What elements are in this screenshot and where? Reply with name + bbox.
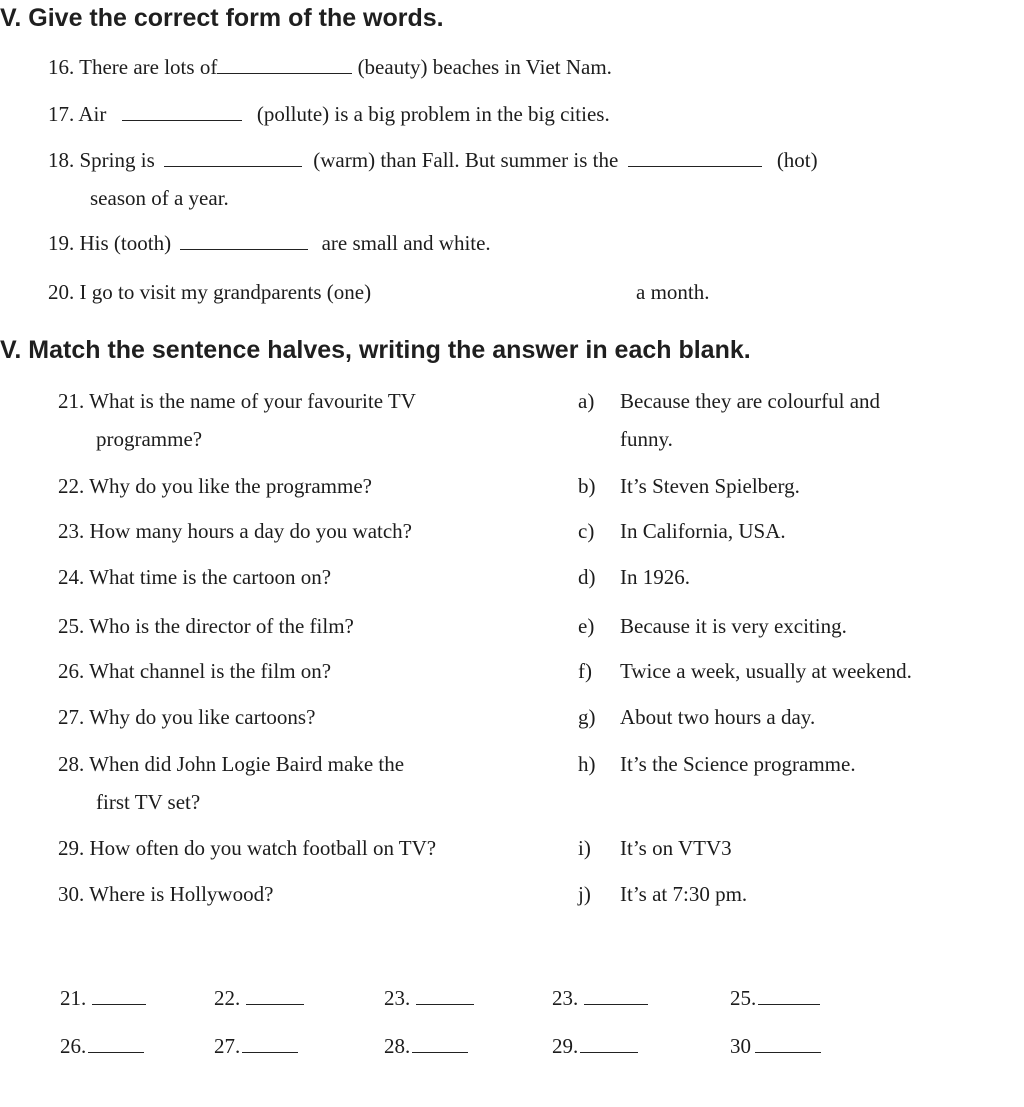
item-19-number: 19. xyxy=(48,231,75,255)
item-19-blank[interactable] xyxy=(180,231,308,250)
item-16 xyxy=(48,55,612,80)
answer-slot-29: 29. xyxy=(552,1034,638,1059)
answer-blank[interactable] xyxy=(88,1034,144,1053)
item-16-hint: (beauty) beaches in Viet Nam. xyxy=(357,55,612,79)
answer-d: d) In 1926. xyxy=(578,565,690,589)
item-17-blank[interactable] xyxy=(122,102,242,121)
answer-slot-27: 27. xyxy=(214,1034,298,1059)
section-4-heading: V. Give the correct form of the words. xyxy=(0,4,444,32)
answer-b: b) It’s Steven Spielberg. xyxy=(578,474,800,498)
question-26: 26. What channel is the film on? xyxy=(58,659,332,683)
item-17 xyxy=(48,102,610,127)
answer-i: i) It’s on VTV3 xyxy=(578,836,732,860)
item-18-hint: (hot) xyxy=(776,148,818,172)
answer-blank[interactable] xyxy=(246,986,304,1005)
item-19-text: His (tooth) xyxy=(79,231,172,255)
item-18-middle: (warm) than Fall. But summer is the xyxy=(313,148,619,172)
answer-j: j) It’s at 7:30 pm. xyxy=(578,882,748,906)
answer-slot-28: 28. xyxy=(384,1034,468,1059)
question-25: 25. Who is the director of the film? xyxy=(58,614,354,638)
answer-c: c) In California, USA. xyxy=(578,519,786,543)
answer-blank[interactable] xyxy=(416,986,474,1005)
answer-blank[interactable] xyxy=(412,1034,468,1053)
item-18-blank-1[interactable] xyxy=(164,148,302,167)
answer-a: a) Because they are colourful and xyxy=(578,389,881,413)
question-29: 29. How often do you watch football on TV? xyxy=(58,836,437,860)
question-24: 24. What time is the cartoon on? xyxy=(58,565,332,589)
item-18-blank-2[interactable] xyxy=(628,148,762,167)
item-17-hint: (pollute) is a big problem in the big cities. xyxy=(256,102,610,126)
question-28-continued: first TV set? xyxy=(96,790,201,814)
answer-slot-30: 30 xyxy=(730,1034,821,1059)
section-5-heading: V. Match the sentence halves, writing the answer in each blank. xyxy=(0,336,751,364)
answer-slot-22: 22. xyxy=(214,986,304,1011)
item-18-number: 18. xyxy=(48,148,75,172)
answer-slot-25: 25. xyxy=(730,986,820,1011)
answer-blank[interactable] xyxy=(580,1034,638,1053)
item-20-tail: a month. xyxy=(636,280,710,304)
answer-slot-23: 23. xyxy=(384,986,474,1011)
question-27: 27. Why do you like cartoons? xyxy=(58,705,316,729)
item-19 xyxy=(48,231,491,256)
answer-blank[interactable] xyxy=(242,1034,298,1053)
item-18-continued: season of a year. xyxy=(90,186,229,210)
question-23: 23. How many hours a day do you watch? xyxy=(58,519,413,543)
item-20-text: I go to visit my grandparents (one) xyxy=(79,280,372,304)
answer-h: h) It’s the Science programme. xyxy=(578,752,856,776)
question-21: 21. What is the name of your favourite TV xyxy=(58,389,416,413)
question-21-continued: programme? xyxy=(96,427,203,451)
question-30: 30. Where is Hollywood? xyxy=(58,882,274,906)
item-18-text: Spring is xyxy=(79,148,155,172)
question-22: 22. Why do you like the programme? xyxy=(58,474,372,498)
answer-e: e) Because it is very exciting. xyxy=(578,614,847,638)
item-17-number: 17. xyxy=(48,102,75,126)
answer-blank[interactable] xyxy=(758,986,820,1005)
item-16-blank[interactable] xyxy=(217,55,352,74)
item-20 xyxy=(48,280,371,305)
item-17-text: Air xyxy=(78,102,107,126)
item-16-text: There are lots of xyxy=(79,55,218,79)
item-18 xyxy=(48,148,818,173)
item-20-number: 20. xyxy=(48,280,75,304)
item-19-hint: are small and white. xyxy=(321,231,491,255)
answer-slot-24: 23. xyxy=(552,986,648,1011)
answer-blank[interactable] xyxy=(755,1034,821,1053)
item-16-number: 16. xyxy=(48,55,75,79)
answer-slot-26: 26. xyxy=(60,1034,144,1059)
question-28: 28. When did John Logie Baird make the xyxy=(58,752,405,776)
answer-slot-21: 21. xyxy=(60,986,146,1011)
answer-blank[interactable] xyxy=(584,986,648,1005)
answer-blank[interactable] xyxy=(92,986,146,1005)
answer-a-continued: funny. xyxy=(620,427,673,451)
answer-f: f) Twice a week, usually at weekend. xyxy=(578,659,912,683)
answer-g: g) About two hours a day. xyxy=(578,705,816,729)
